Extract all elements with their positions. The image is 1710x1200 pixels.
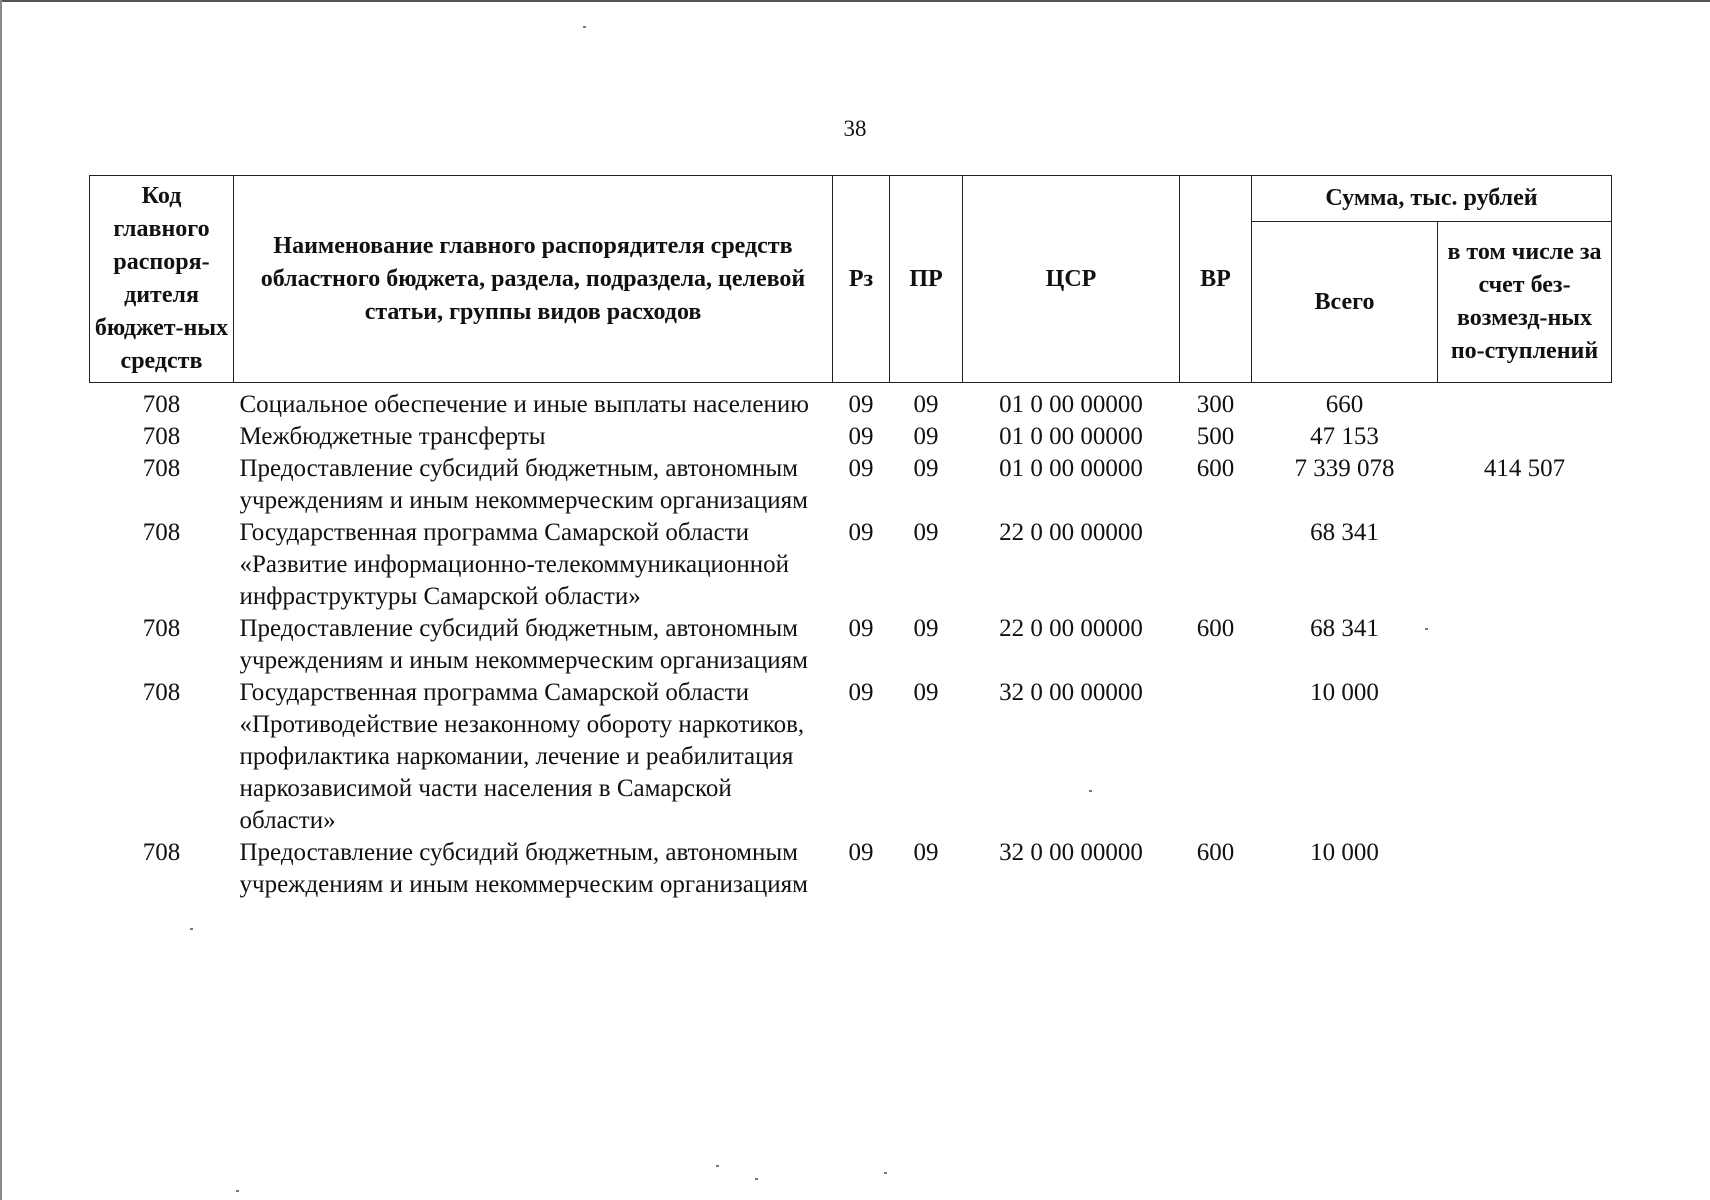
- cell-pr: 09: [913, 423, 939, 450]
- cell-name: Социальное обеспечение и иные выплаты населению: [239, 391, 809, 418]
- cell-code: 708: [142, 391, 181, 418]
- cell-rz: 09: [848, 615, 874, 642]
- cell-csr: 22 0 00 00000: [999, 615, 1143, 642]
- cell-name: Предоставление субсидий бюджетным, автономным учреждениям и иным некоммерческим организациям: [239, 455, 808, 514]
- cell-code: 708: [142, 423, 181, 450]
- cell-csr: 32 0 00 00000: [999, 839, 1143, 866]
- scan-speck: [755, 1178, 758, 1180]
- table-row: [90, 837, 1612, 901]
- cell-pr: 09: [913, 519, 939, 546]
- header-rz: Рз: [833, 176, 890, 383]
- cell-code: 708: [142, 615, 181, 642]
- cell-total: 660: [1325, 391, 1364, 418]
- table-body: [90, 383, 1612, 902]
- cell-name: Государственная программа Самарской области «Развитие информационно-телекоммуникационной инфраструктуры Самарской области»: [239, 519, 790, 610]
- cell-total: 47 153: [1310, 423, 1379, 450]
- cell-csr: 32 0 00 00000: [999, 679, 1143, 706]
- cell-rz: 09: [848, 679, 874, 706]
- scan-edge-top: [0, 0, 1710, 2]
- cell-name: Предоставление субсидий бюджетным, автономным учреждениям и иным некоммерческим организациям: [239, 839, 808, 898]
- cell-total: 7 339 078: [1294, 455, 1395, 482]
- header-donation: в том числе за счет без-возмезд-ных по-ступлений: [1438, 222, 1612, 383]
- table-row: [90, 421, 1612, 453]
- scan-speck: [190, 928, 193, 930]
- scan-speck: [236, 1190, 239, 1192]
- page-number: 38: [843, 116, 867, 141]
- cell-rz: 09: [848, 455, 874, 482]
- cell-pr: 09: [913, 391, 939, 418]
- table-header: [90, 176, 1612, 383]
- cell-name: Предоставление субсидий бюджетным, автономным учреждениям и иным некоммерческим организациям: [239, 615, 808, 674]
- table-row: [90, 677, 1612, 837]
- header-total: Всего: [1252, 222, 1438, 383]
- scan-speck: [1089, 790, 1092, 792]
- cell-vr: [1180, 517, 1252, 613]
- cell-csr: 01 0 00 00000: [999, 423, 1143, 450]
- header-sum-group: Сумма, тыс. рублей: [1252, 176, 1612, 222]
- cell-pr: 09: [913, 839, 939, 866]
- table-row: [90, 453, 1612, 517]
- header-name: Наименование главного распорядителя средств областного бюджета, раздела, подраздела, целевой статьи, группы видов расходов: [234, 176, 833, 383]
- cell-csr: 01 0 00 00000: [999, 455, 1143, 482]
- cell-total: 68 341: [1310, 615, 1379, 642]
- cell-vr: 600: [1196, 455, 1235, 482]
- cell-code: 708: [142, 839, 181, 866]
- cell-donation: [1438, 677, 1612, 837]
- header-csr: ЦСР: [963, 176, 1180, 383]
- cell-name: Межбюджетные трансферты: [239, 423, 546, 450]
- cell-pr: 09: [913, 455, 939, 482]
- cell-vr: 600: [1196, 839, 1235, 866]
- cell-vr: 600: [1196, 615, 1235, 642]
- header-code: Код главного распоря-дителя бюджет-ных средств: [90, 176, 234, 383]
- cell-code: 708: [142, 519, 181, 546]
- scan-speck: [884, 1172, 887, 1174]
- cell-pr: 09: [913, 615, 939, 642]
- cell-total: 10 000: [1310, 679, 1379, 706]
- table-row: [90, 383, 1612, 422]
- scan-speck: [716, 1165, 719, 1167]
- cell-rz: 09: [848, 423, 874, 450]
- cell-rz: 09: [848, 839, 874, 866]
- scan-edge-left: [0, 0, 2, 1200]
- cell-csr: 01 0 00 00000: [999, 391, 1143, 418]
- cell-rz: 09: [848, 391, 874, 418]
- cell-donation: [1438, 383, 1612, 422]
- cell-vr: 500: [1196, 423, 1235, 450]
- cell-pr: 09: [913, 679, 939, 706]
- cell-donation: [1438, 421, 1612, 453]
- cell-code: 708: [142, 679, 181, 706]
- cell-total: 10 000: [1310, 839, 1379, 866]
- cell-csr: 22 0 00 00000: [999, 519, 1143, 546]
- cell-name: Государственная программа Самарской области «Противодействие незаконному обороту наркотиков, профилактика наркомании, лечение и реабилитация наркозависимой части населения в Самарской области»: [239, 679, 805, 834]
- scan-speck: [583, 26, 586, 28]
- cell-total: 68 341: [1310, 519, 1379, 546]
- cell-donation: [1438, 517, 1612, 613]
- cell-vr: 300: [1196, 391, 1235, 418]
- cell-rz: 09: [848, 519, 874, 546]
- cell-code: 708: [142, 455, 181, 482]
- table-row: [90, 613, 1612, 677]
- cell-donation: [1438, 613, 1612, 677]
- cell-donation: [1438, 837, 1612, 901]
- table-row: [90, 517, 1612, 613]
- scan-speck: [1425, 628, 1428, 630]
- budget-table: [89, 175, 1612, 901]
- header-vr: ВР: [1180, 176, 1252, 383]
- header-pr: ПР: [890, 176, 963, 383]
- cell-vr: [1180, 677, 1252, 837]
- cell-donation: 414 507: [1483, 455, 1566, 482]
